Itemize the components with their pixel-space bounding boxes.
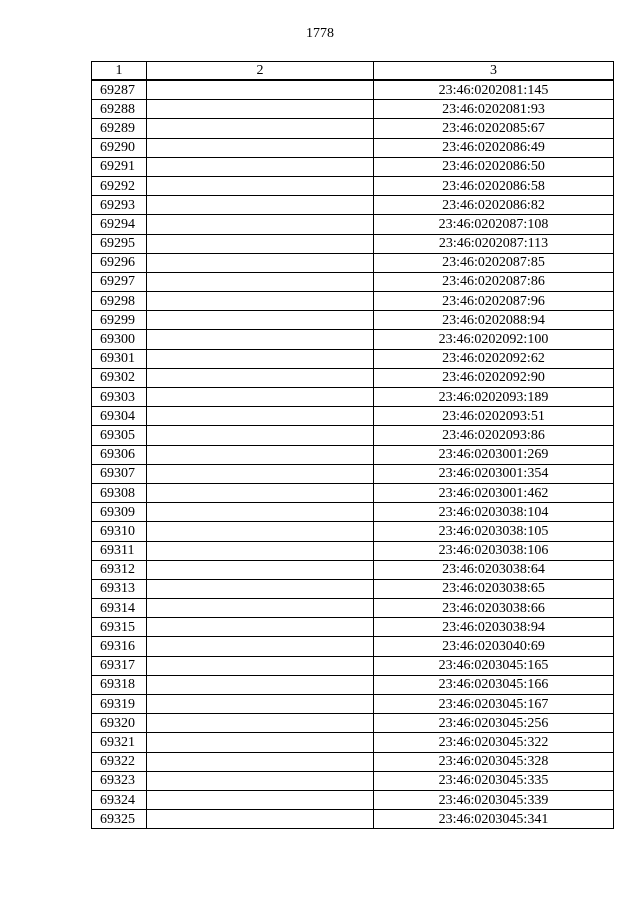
row-number-cell: 69321 <box>92 733 147 752</box>
row-number-cell: 69306 <box>92 445 147 464</box>
row-number-cell: 69303 <box>92 388 147 407</box>
table-row <box>92 790 614 809</box>
row-empty-cell <box>147 215 374 234</box>
cadastral-number-cell: 23:46:0203045:341 <box>374 810 614 829</box>
row-number-cell: 69294 <box>92 215 147 234</box>
row-number-cell: 69308 <box>92 483 147 502</box>
row-empty-cell <box>147 464 374 483</box>
cadastral-number-cell: 23:46:0203038:105 <box>374 522 614 541</box>
row-number-cell: 69290 <box>92 138 147 157</box>
row-empty-cell <box>147 810 374 829</box>
row-number-cell: 69324 <box>92 790 147 809</box>
row-empty-cell <box>147 714 374 733</box>
row-empty-cell <box>147 330 374 349</box>
row-number-cell: 69310 <box>92 522 147 541</box>
table-row <box>92 445 614 464</box>
row-number-cell: 69322 <box>92 752 147 771</box>
cadastral-number-cell: 23:46:0203001:462 <box>374 483 614 502</box>
row-number-cell: 69296 <box>92 253 147 272</box>
row-empty-cell <box>147 656 374 675</box>
row-number-cell: 69312 <box>92 560 147 579</box>
table-row <box>92 349 614 368</box>
row-number-cell: 69305 <box>92 426 147 445</box>
table-row <box>92 618 614 637</box>
row-empty-cell <box>147 695 374 714</box>
row-empty-cell <box>147 138 374 157</box>
row-empty-cell <box>147 752 374 771</box>
column-header-3: 3 <box>374 62 614 81</box>
table-row <box>92 176 614 195</box>
row-number-cell: 69313 <box>92 579 147 598</box>
cadastral-number-cell: 23:46:0202087:113 <box>374 234 614 253</box>
row-number-cell: 69297 <box>92 272 147 291</box>
row-number-cell: 69300 <box>92 330 147 349</box>
table-row <box>92 483 614 502</box>
row-empty-cell <box>147 637 374 656</box>
table-row <box>92 579 614 598</box>
cadastral-number-cell: 23:46:0203045:339 <box>374 790 614 809</box>
row-number-cell: 69291 <box>92 157 147 176</box>
row-number-cell: 69318 <box>92 675 147 694</box>
table-row <box>92 599 614 618</box>
table-header <box>92 62 614 81</box>
cadastral-number-cell: 23:46:0202087:86 <box>374 272 614 291</box>
row-empty-cell <box>147 234 374 253</box>
row-empty-cell <box>147 311 374 330</box>
row-empty-cell <box>147 253 374 272</box>
row-number-cell: 69292 <box>92 176 147 195</box>
row-number-cell: 69289 <box>92 119 147 138</box>
cadastral-number-cell: 23:46:0203045:335 <box>374 771 614 790</box>
table-row <box>92 464 614 483</box>
table-row <box>92 100 614 119</box>
cadastral-number-cell: 23:46:0203038:66 <box>374 599 614 618</box>
table-row <box>92 272 614 291</box>
row-empty-cell <box>147 426 374 445</box>
table-row <box>92 503 614 522</box>
table-row <box>92 388 614 407</box>
table-row <box>92 426 614 445</box>
row-empty-cell <box>147 80 374 100</box>
table-row <box>92 733 614 752</box>
cadastral-number-cell: 23:46:0202086:58 <box>374 176 614 195</box>
row-empty-cell <box>147 483 374 502</box>
table-row <box>92 541 614 560</box>
cadastral-number-cell: 23:46:0203045:167 <box>374 695 614 714</box>
table-row <box>92 215 614 234</box>
row-number-cell: 69301 <box>92 349 147 368</box>
row-empty-cell <box>147 119 374 138</box>
row-number-cell: 69293 <box>92 196 147 215</box>
row-number-cell: 69323 <box>92 771 147 790</box>
page-number: 1778 <box>306 26 334 41</box>
cadastral-number-cell: 23:46:0203038:106 <box>374 541 614 560</box>
row-number-cell: 69320 <box>92 714 147 733</box>
row-empty-cell <box>147 292 374 311</box>
row-empty-cell <box>147 407 374 426</box>
cadastral-number-cell: 23:46:0203038:64 <box>374 560 614 579</box>
cadastral-number-cell: 23:46:0202093:189 <box>374 388 614 407</box>
table-row <box>92 330 614 349</box>
cadastral-number-cell: 23:46:0202092:100 <box>374 330 614 349</box>
row-number-cell: 69309 <box>92 503 147 522</box>
cadastral-number-cell: 23:46:0202086:50 <box>374 157 614 176</box>
row-number-cell: 69304 <box>92 407 147 426</box>
cadastral-number-cell: 23:46:0202092:62 <box>374 349 614 368</box>
row-empty-cell <box>147 272 374 291</box>
cadastral-number-cell: 23:46:0203045:165 <box>374 656 614 675</box>
row-empty-cell <box>147 349 374 368</box>
row-number-cell: 69307 <box>92 464 147 483</box>
table-row <box>92 771 614 790</box>
row-number-cell: 69314 <box>92 599 147 618</box>
row-empty-cell <box>147 618 374 637</box>
cadastral-number-cell: 23:46:0202085:67 <box>374 119 614 138</box>
cadastral-number-cell: 23:46:0203045:322 <box>374 733 614 752</box>
table-row <box>92 752 614 771</box>
row-empty-cell <box>147 196 374 215</box>
row-empty-cell <box>147 599 374 618</box>
table-row <box>92 810 614 829</box>
row-empty-cell <box>147 522 374 541</box>
cadastral-number-cell: 23:46:0203045:328 <box>374 752 614 771</box>
row-number-cell: 69315 <box>92 618 147 637</box>
table-row <box>92 138 614 157</box>
cadastral-number-cell: 23:46:0203038:104 <box>374 503 614 522</box>
cadastral-number-cell: 23:46:0203001:354 <box>374 464 614 483</box>
cadastral-number-cell: 23:46:0202093:51 <box>374 407 614 426</box>
row-number-cell: 69302 <box>92 368 147 387</box>
row-number-cell: 69299 <box>92 311 147 330</box>
row-number-cell: 69298 <box>92 292 147 311</box>
table-row <box>92 407 614 426</box>
row-empty-cell <box>147 368 374 387</box>
row-empty-cell <box>147 560 374 579</box>
table-row <box>92 637 614 656</box>
table-row <box>92 656 614 675</box>
cadastral-number-cell: 23:46:0202086:82 <box>374 196 614 215</box>
table-row <box>92 368 614 387</box>
table-row <box>92 714 614 733</box>
table-body <box>92 80 614 829</box>
row-empty-cell <box>147 790 374 809</box>
row-number-cell: 69288 <box>92 100 147 119</box>
row-empty-cell <box>147 503 374 522</box>
table-row <box>92 119 614 138</box>
table-row <box>92 675 614 694</box>
table-row <box>92 234 614 253</box>
column-header-1: 1 <box>92 62 147 81</box>
cadastral-number-cell: 23:46:0203040:69 <box>374 637 614 656</box>
row-number-cell: 69287 <box>92 80 147 100</box>
row-empty-cell <box>147 176 374 195</box>
cadastral-number-cell: 23:46:0203001:269 <box>374 445 614 464</box>
table-row <box>92 80 614 100</box>
table-row <box>92 157 614 176</box>
table-row <box>92 196 614 215</box>
row-empty-cell <box>147 675 374 694</box>
cadastral-number-cell: 23:46:0203045:256 <box>374 714 614 733</box>
row-empty-cell <box>147 157 374 176</box>
row-number-cell: 69325 <box>92 810 147 829</box>
row-empty-cell <box>147 771 374 790</box>
table-row <box>92 695 614 714</box>
row-number-cell: 69316 <box>92 637 147 656</box>
cadastral-number-cell: 23:46:0203038:94 <box>374 618 614 637</box>
cadastral-number-cell: 23:46:0202081:145 <box>374 80 614 100</box>
row-empty-cell <box>147 100 374 119</box>
cadastral-number-cell: 23:46:0202086:49 <box>374 138 614 157</box>
registry-table <box>91 61 614 829</box>
row-empty-cell <box>147 733 374 752</box>
table-row <box>92 522 614 541</box>
row-number-cell: 69319 <box>92 695 147 714</box>
cadastral-number-cell: 23:46:0203038:65 <box>374 579 614 598</box>
header-row <box>92 62 614 81</box>
cadastral-number-cell: 23:46:0202087:108 <box>374 215 614 234</box>
row-empty-cell <box>147 579 374 598</box>
row-number-cell: 69311 <box>92 541 147 560</box>
column-header-2: 2 <box>147 62 374 81</box>
table-row <box>92 253 614 272</box>
row-empty-cell <box>147 445 374 464</box>
cadastral-number-cell: 23:46:0202088:94 <box>374 311 614 330</box>
cadastral-number-cell: 23:46:0203045:166 <box>374 675 614 694</box>
row-empty-cell <box>147 541 374 560</box>
table-row <box>92 292 614 311</box>
table-row <box>92 560 614 579</box>
cadastral-number-cell: 23:46:0202092:90 <box>374 368 614 387</box>
cadastral-number-cell: 23:46:0202093:86 <box>374 426 614 445</box>
row-number-cell: 69317 <box>92 656 147 675</box>
table-row <box>92 311 614 330</box>
cadastral-number-cell: 23:46:0202081:93 <box>374 100 614 119</box>
cadastral-number-cell: 23:46:0202087:85 <box>374 253 614 272</box>
row-number-cell: 69295 <box>92 234 147 253</box>
cadastral-number-cell: 23:46:0202087:96 <box>374 292 614 311</box>
row-empty-cell <box>147 388 374 407</box>
